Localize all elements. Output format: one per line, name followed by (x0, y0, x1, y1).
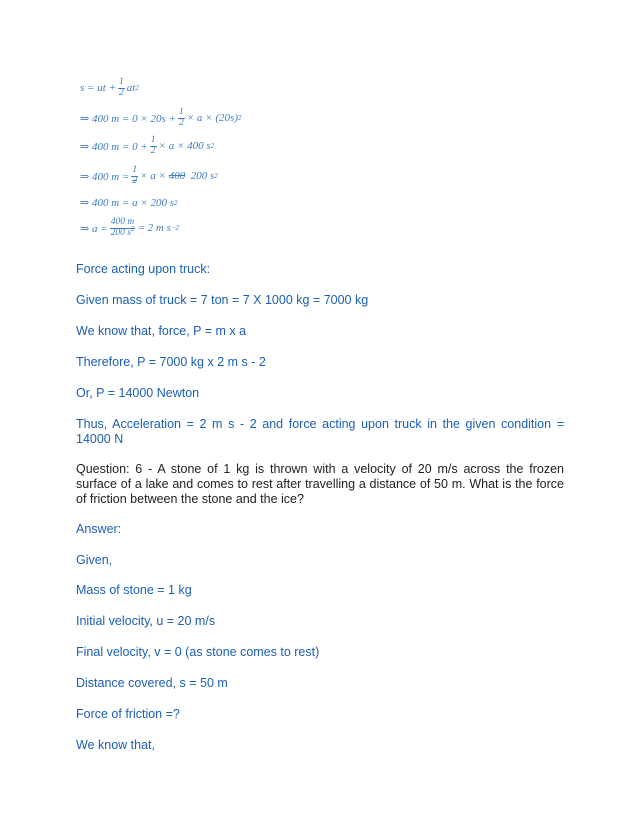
paragraph-given-mass: Given mass of truck = 7 ton = 7 X 1000 kg = 7000 kg (76, 293, 369, 307)
fraction (131, 166, 138, 186)
fraction (110, 218, 136, 238)
equation-line-5: ⇒ 400 m = a × 200 s 2 (80, 197, 178, 209)
paragraph-friction: Force of friction =? (76, 707, 180, 721)
fraction-numerator: 1 (132, 165, 138, 175)
paragraph-force-formula: We know that, force, P = m x a (76, 324, 247, 338)
fraction-numerator: 400 m (110, 217, 135, 227)
paragraph-answer-label: Answer: (76, 522, 122, 536)
equation-text: at (126, 82, 136, 94)
equation-line-1: s = ut + $\frac{1}{2}$ at 2 (80, 77, 139, 98)
fraction (178, 108, 185, 128)
fraction-denominator: 2 (132, 175, 138, 186)
paragraph-therefore: Therefore, P = 7000 kg x 2 m s - 2 (76, 355, 266, 369)
paragraph-we-know: We know that, (76, 738, 155, 752)
paragraph-final-velocity: Final velocity, v = 0 (as stone comes to rest) (76, 645, 320, 659)
equation-text: × a × 400 s (158, 140, 211, 152)
equation-text: × a × (140, 170, 166, 182)
fraction (118, 78, 125, 98)
equation-text: ⇒ 400 m = 0 × 20s + (80, 112, 176, 125)
equation-line-2: ⇒ 400 m = 0 × 20s + $\frac{1}{2}$ × a × (20s) 2 (80, 107, 242, 128)
paragraph-force-heading: Force acting upon truck: (76, 262, 211, 276)
equation-text: ⇒ 400 m = a × 200 s (80, 197, 175, 209)
equation-line-3: ⇒ 400 m = 0 + $\frac{1}{2}$ × a × 400 s 2 (80, 135, 215, 156)
fraction-denominator (110, 224, 136, 239)
paragraph-result: Or, P = 14000 Newton (76, 386, 200, 400)
paragraph-question: Question: 6 - A stone of 1 kg is thrown with a velocity of 20 m/s across the frozen surface of a lake and comes to rest after travelling a distance of 50 m. What is the force of friction between the stone and the ice? (76, 462, 564, 506)
exponent: 2 (130, 224, 135, 233)
struck-value: 400 (168, 170, 186, 182)
fraction-denominator: 2 (118, 87, 124, 98)
denominator-text: 200 s (110, 227, 131, 238)
equation-line-6: ⇒ a = $\frac{400 m}{200 s^2}$ = 2 m s −2 (80, 217, 180, 238)
equation-text: 200 s (190, 170, 215, 182)
paragraph-given-label: Given, (76, 553, 113, 567)
fraction (150, 136, 157, 156)
paragraph-conclusion: Thus, Acceleration = 2 m s - 2 and force acting upon truck in the given condition = 14000 N (76, 417, 564, 446)
fraction-denominator: 2 (150, 145, 156, 156)
equation-text: ⇒ 400 m = (80, 170, 130, 183)
equation-text: = 2 m s (137, 222, 171, 235)
paragraph-initial-velocity: Initial velocity, u = 20 m/s (76, 614, 216, 628)
fraction-numerator: 1 (118, 77, 124, 87)
paragraph-distance: Distance covered, s = 50 m (76, 676, 228, 690)
equation-text: × a × (20s) (186, 112, 238, 124)
paragraph-mass-of-stone: Mass of stone = 1 kg (76, 583, 192, 597)
equation-text: ⇒ a = (80, 222, 108, 235)
fraction-denominator: 2 (178, 117, 184, 128)
equation-text: s = ut + (80, 82, 116, 94)
equation-line-4: ⇒ 400 m = $\frac{1}{2}$ × a × 400 200 s 2 (80, 165, 218, 186)
fraction-numerator: 1 (150, 135, 156, 145)
fraction-numerator: 1 (178, 107, 184, 117)
equation-text: ⇒ 400 m = 0 + (80, 140, 148, 153)
